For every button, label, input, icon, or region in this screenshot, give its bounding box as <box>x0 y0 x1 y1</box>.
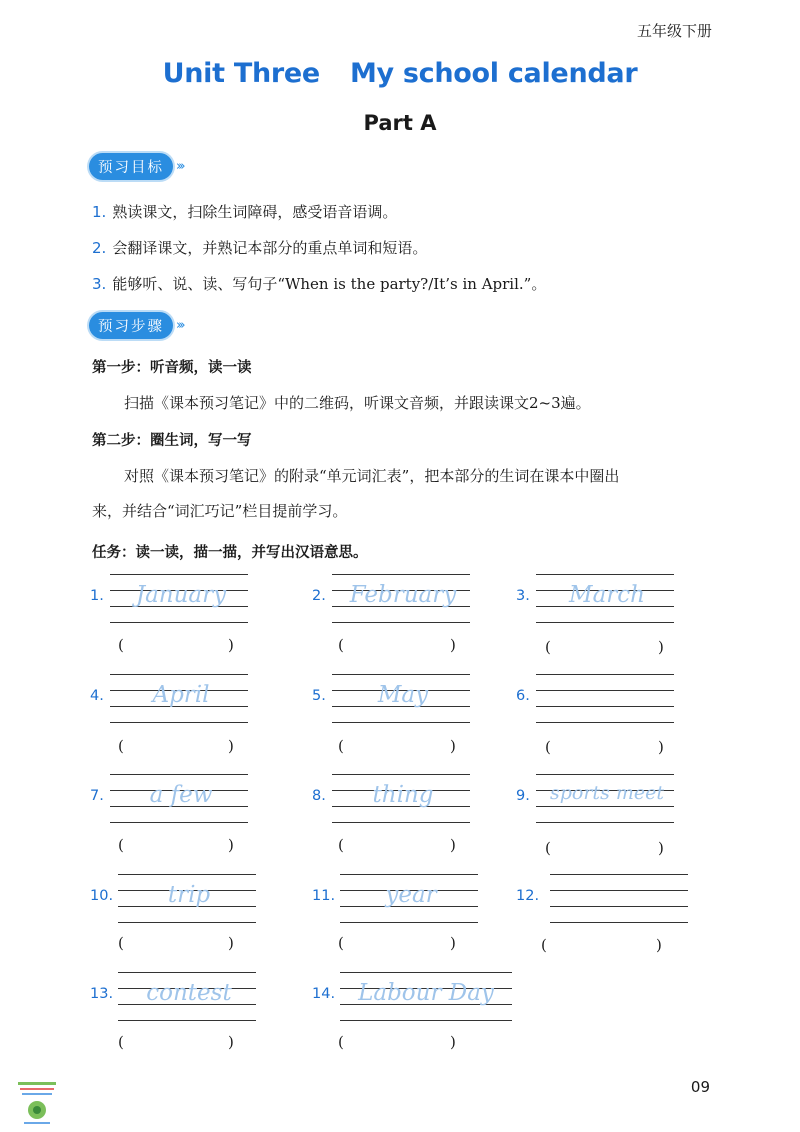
meaning-close: ) <box>228 737 234 755</box>
task-title: 任务：读一读，描一描，并写出汉语意思。 <box>92 545 368 561</box>
part-title: Part A <box>363 111 437 135</box>
word-item: 9. sports meet <box>516 770 756 830</box>
meaning-close: ) <box>450 636 456 654</box>
word-item: 11. year <box>312 870 552 930</box>
step2-text-line1: 对照《课本预习笔记》的附录“单元词汇表”，把本部分的生词在课本中圈出 <box>124 467 620 485</box>
word-item: 4. April <box>90 670 330 730</box>
meaning-close: ) <box>228 934 234 952</box>
meaning-open[interactable]: ( <box>118 1033 124 1051</box>
word-item: 2. February <box>312 570 552 630</box>
publisher-logo-icon <box>14 1076 60 1126</box>
meaning-close: ) <box>228 836 234 854</box>
step1-title: 第一步：听音频，读一读 <box>92 360 252 376</box>
steps-badge <box>89 312 183 339</box>
word-item: 12. <box>516 870 756 930</box>
step2-title: 第二步：圈生词，写一写 <box>92 433 252 449</box>
meaning-open[interactable]: ( <box>338 836 344 854</box>
chevrons-icon: ››› <box>176 318 183 333</box>
trace-word: February <box>349 582 457 608</box>
trace-word: contest <box>146 980 232 1006</box>
meaning-open[interactable]: ( <box>545 738 551 756</box>
objectives-badge <box>89 153 183 180</box>
word-item: 14. Labour Day <box>312 968 532 1028</box>
meaning-open[interactable]: ( <box>118 737 124 755</box>
meaning-close: ) <box>450 934 456 952</box>
meaning-close: ) <box>450 836 456 854</box>
objective-2: 2. 会翻译课文，并熟记本部分的重点单词和短语。 <box>92 239 428 257</box>
word-item: 10. trip <box>90 870 330 930</box>
step2-text-line2: 来，并结合“词汇巧记”栏目提前学习。 <box>92 502 348 520</box>
meaning-close: ) <box>658 638 664 656</box>
meaning-open[interactable]: ( <box>338 737 344 755</box>
chevrons-icon: ››› <box>176 159 183 174</box>
trace-word: a few <box>149 782 213 808</box>
trace-word: January <box>135 582 227 608</box>
word-item: 5. May <box>312 670 552 730</box>
step1-text: 扫描《课本预习笔记》中的二维码，听课文音频，并跟读课文2~3遍。 <box>124 394 591 412</box>
meaning-open[interactable]: ( <box>118 636 124 654</box>
meaning-open[interactable]: ( <box>118 934 124 952</box>
meaning-open[interactable]: ( <box>338 1033 344 1051</box>
meaning-close: ) <box>450 1033 456 1051</box>
meaning-open[interactable]: ( <box>541 936 547 954</box>
meaning-close: ) <box>228 1033 234 1051</box>
meaning-open[interactable]: ( <box>338 934 344 952</box>
unit-title <box>0 58 800 89</box>
word-item: 8. thing <box>312 770 552 830</box>
word-item: 3. March <box>516 570 756 630</box>
trace-word: May <box>377 682 429 708</box>
unit-name: Unit Three <box>162 58 320 89</box>
meaning-open[interactable]: ( <box>545 638 551 656</box>
meaning-open[interactable]: ( <box>338 636 344 654</box>
objective-3: 3. 能够听、说、读、写句子“When is the party?/It’s in April.”。 <box>92 275 547 293</box>
steps-label: 预习步骤 <box>89 312 173 339</box>
trace-word: March <box>569 582 645 608</box>
meaning-open[interactable]: ( <box>118 836 124 854</box>
trace-word: sports meet <box>550 782 664 804</box>
trace-word: April <box>152 682 210 708</box>
word-item: 13. contest <box>90 968 330 1028</box>
unit-topic: My school calendar <box>349 58 638 89</box>
grade-label: 五年级下册 <box>636 22 712 40</box>
trace-word: Labour Day <box>358 980 494 1006</box>
trace-word: year <box>385 882 437 908</box>
trace-word: thing <box>372 782 434 808</box>
word-item: 1. January <box>90 570 330 630</box>
objectives-label: 预习目标 <box>89 153 173 180</box>
meaning-open[interactable]: ( <box>545 839 551 857</box>
meaning-close: ) <box>658 839 664 857</box>
word-item: 7. a few <box>90 770 330 830</box>
meaning-close: ) <box>228 636 234 654</box>
meaning-close: ) <box>450 737 456 755</box>
objective-1: 1. 熟读课文，扫除生词障碍，感受语音语调。 <box>92 203 398 221</box>
meaning-close: ) <box>658 738 664 756</box>
trace-word: trip <box>167 882 211 908</box>
meaning-close: ) <box>656 936 662 954</box>
word-item: 6. <box>516 670 756 730</box>
page-number: 09 <box>690 1078 710 1096</box>
